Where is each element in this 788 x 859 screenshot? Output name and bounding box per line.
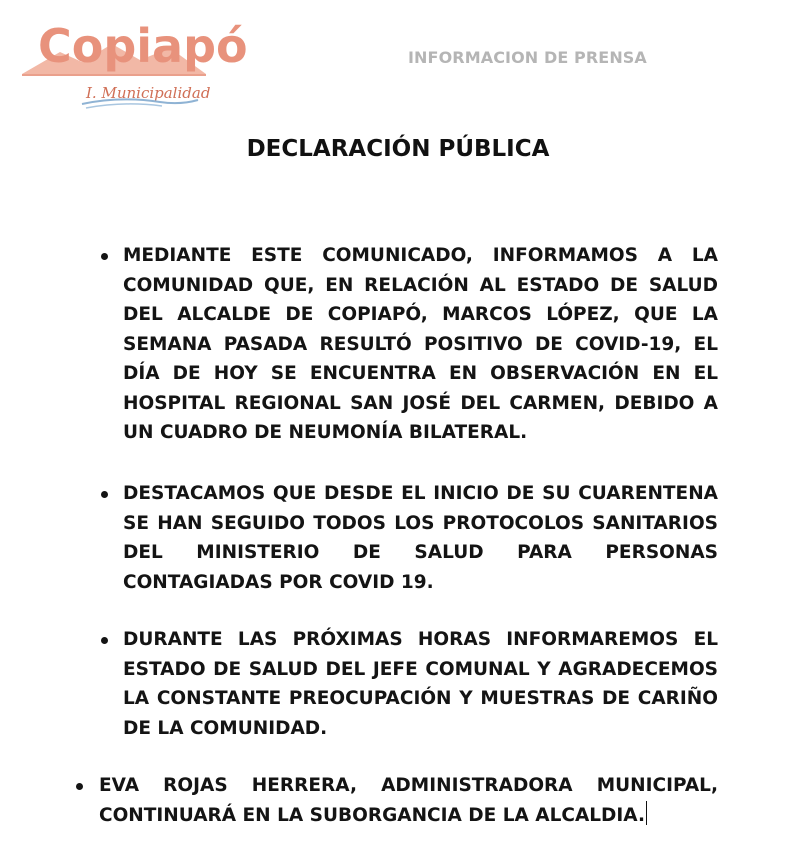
bullet-dot-icon [101, 637, 108, 644]
list-item: DURANTE LAS PRÓXIMAS HORAS INFORMAREMOS EL ESTADO DE SALUD DEL JEFE COMUNAL Y AGRADECEMOS LA CONSTANTE PREOCUPACIÓN Y MUESTRAS DE CARIÑO DE LA COMUNIDAD. [123, 629, 718, 739]
text-cursor [646, 801, 648, 825]
press-info-header: INFORMACION DE PRENSA [408, 48, 647, 67]
page-title: DECLARACIÓN PÚBLICA [246, 136, 550, 162]
bullet-dot-icon [76, 783, 83, 790]
logo-subtitle: I. Municipalidad [86, 84, 211, 102]
list-item-text: EVA ROJAS HERRERA, ADMINISTRADORA MUNICIPAL, CONTINUARÁ EN LA SUBORGANCIA DE LA ALCALDIA. [99, 775, 718, 826]
list-item: DESTACAMOS QUE DESDE EL INICIO DE SU CUARENTENA SE HAN SEGUIDO TODOS LOS PROTOCOLOS SANITARIOS DEL MINISTERIO DE SALUD PARA PERSONAS CONTAGIADAS POR COVID 19. [123, 483, 718, 593]
bullet-dot-icon [101, 253, 108, 260]
bullet-dot-icon [101, 491, 108, 498]
municipality-logo [20, 8, 248, 112]
list-item-last[interactable] [99, 771, 718, 830]
copiapo-logo-icon [20, 8, 248, 112]
logo-wordmark: Copiapó [38, 19, 248, 73]
list-item: MEDIANTE ESTE COMUNICADO, INFORMAMOS A LA COMUNIDAD QUE, EN RELACIÓN AL ESTADO DE SALUD DEL ALCALDE DE COPIAPÓ, MARCOS LÓPEZ, QUE LA SEMANA PASADA RESULTÓ POSITIVO DE COVID-19, EL DÍA DE HOY SE ENCUENTRA EN OBSERVACIÓN EN EL HOSPITAL REGIONAL SAN JOSÉ DEL CARMEN, DEBIDO A UN CUADRO DE NEUMONÍA BILATERAL. [123, 245, 718, 443]
